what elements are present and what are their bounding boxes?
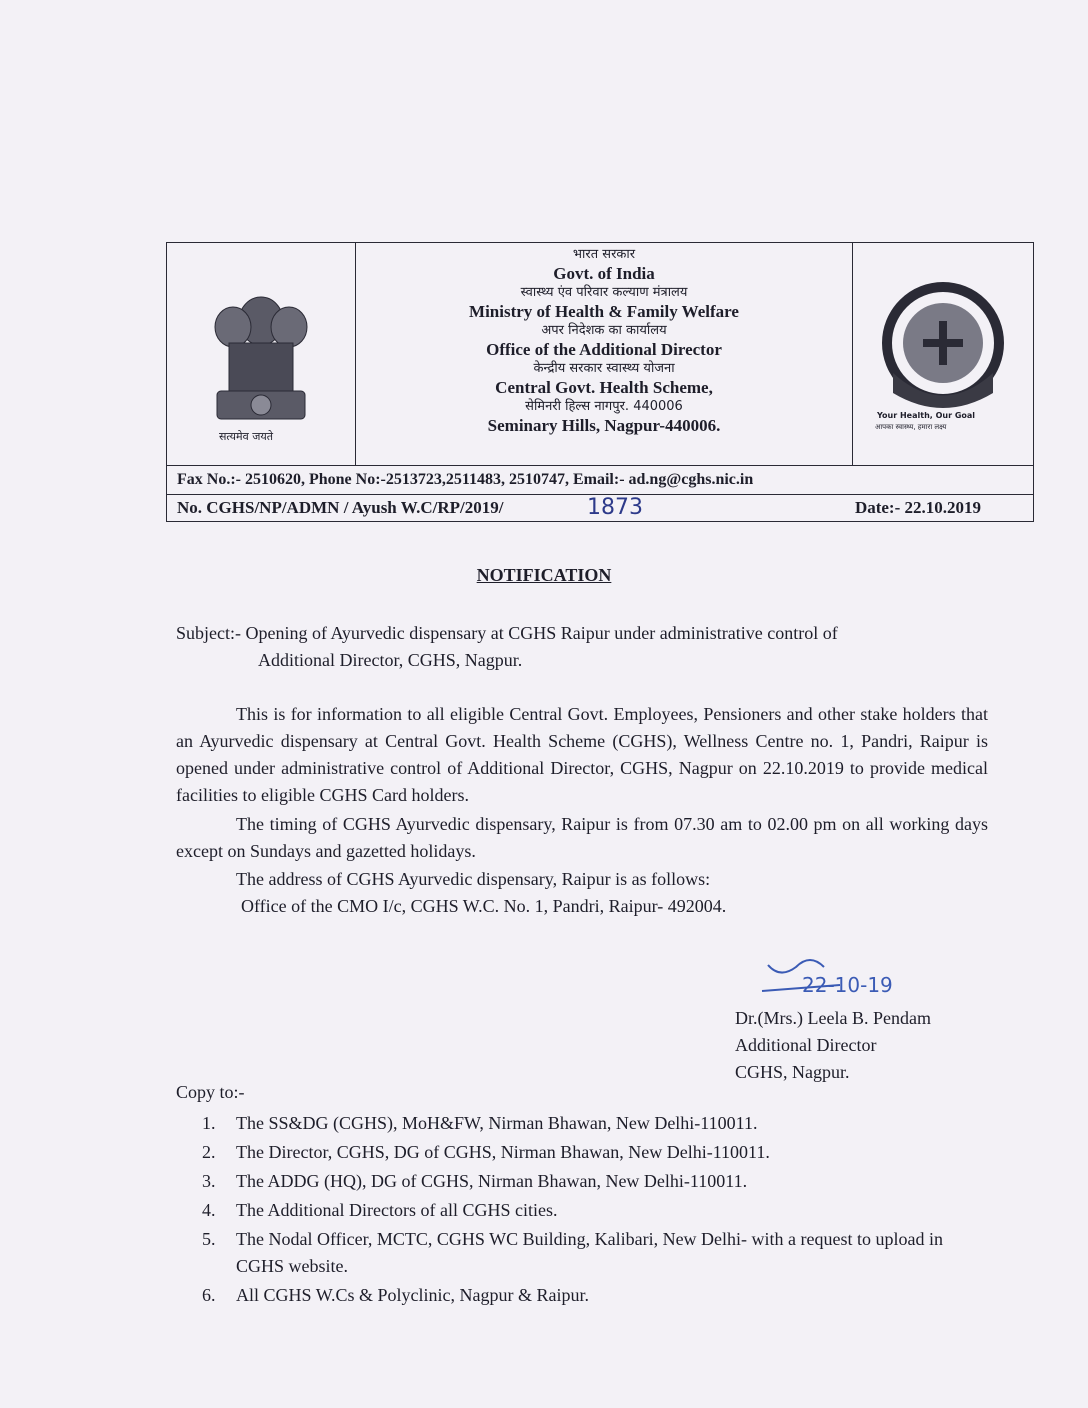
subject-block (176, 620, 976, 674)
subject-line-2: Additional Director, CGHS, Nagpur. (258, 650, 523, 670)
logo-cell (852, 243, 1033, 465)
hindi-office-text: अपर निदेशक का कार्यालय (541, 323, 667, 338)
handwritten-signature (760, 945, 930, 1010)
national-emblem-icon (167, 243, 355, 429)
emblem-caption: सत्यमेव जयते (219, 430, 274, 443)
list-item: 3. The ADDG (HQ), DG of CGHS, Nirman Bhawan, New Delhi-110011. (202, 1171, 748, 1191)
logo-tagline: Your Health, Our Goal (877, 411, 976, 420)
paragraph-3: The address of CGHS Ayurvedic dispensary, Raipur is as follows: (236, 869, 711, 889)
list-item: 4. The Additional Directors of all CGHS cities. (202, 1200, 558, 1220)
office-text: Office of the Additional Director (486, 340, 722, 359)
notification-title: NOTIFICATION (476, 565, 612, 585)
list-item: 6. All CGHS W.Cs & Polyclinic, Nagpur & Raipur. (202, 1285, 590, 1305)
hindi-address-text: सेमिनरी हिल्स नागपुर. 440006 (525, 399, 683, 414)
paragraph-1: This is for information to all eligible Central Govt. Employees, Pensioners and other stake holders that an Ayurvedic dispensary at Central Govt. Health Scheme (CGHS), Wellness Centre no. 1, Pandri, Raipur is opened under administrative control of Additional Director, CGHS, Nagpur on 22.10.2019 to provide medical facilities to eligible CGHS Card holders. (176, 704, 988, 805)
signatory-name: Dr.(Mrs.) Leela B. Pendam (735, 1008, 931, 1028)
letter-date: Date:- 22.10.2019 (854, 498, 981, 517)
signatory-designation: Additional Director (735, 1035, 877, 1055)
cghs-logo-icon (853, 243, 1033, 413)
handwritten-reference: 1873 (587, 495, 643, 520)
address-text: Seminary Hills, Nagpur-440006. (487, 416, 721, 435)
address-line: Office of the CMO I/c, CGHS W.C. No. 1, Pandri, Raipur- 492004. (241, 896, 727, 916)
hindi-govt-text: भारत सरकार (572, 247, 636, 262)
govt-text: Govt. of India (553, 264, 655, 283)
reference-row (167, 495, 1033, 521)
emblem-cell (167, 243, 356, 465)
hindi-ministry-text: स्वास्थ्य एंव परिवार कल्याण मंत्रालय (520, 285, 688, 300)
copy-to-list (202, 1110, 992, 1311)
signature-date: 22-10-19 (802, 973, 893, 997)
letterhead-top-row (167, 243, 1033, 466)
letterhead (166, 242, 1034, 522)
paragraph-2: The timing of CGHS Ayurvedic dispensary, Raipur is from 07.30 am to 02.00 pm on all working days except on Sundays and gazetted holidays. (176, 814, 988, 861)
subject-line-1: Subject:- Opening of Ayurvedic dispensary at CGHS Raipur under administrative control of (176, 623, 838, 643)
list-item: 5. The Nodal Officer, MCTC, CGHS WC Building, Kalibari, New Delhi- with a request to upload in CGHS website. (202, 1229, 944, 1276)
scheme-text: Central Govt. Health Scheme, (495, 378, 713, 397)
logo-tagline-hindi: आपका स्वास्थ्य, हमारा लक्ष्य (875, 423, 947, 431)
signature-block (735, 1005, 931, 1086)
letterhead-title-block (356, 243, 852, 465)
copy-to-heading: Copy to:- (176, 1082, 245, 1102)
list-item: 2. The Director, CGHS, DG of CGHS, Nirman Bhawan, New Delhi-110011. (202, 1142, 770, 1162)
signatory-office: CGHS, Nagpur. (735, 1062, 850, 1082)
list-item: 1. The SS&DG (CGHS), MoH&FW, Nirman Bhawan, New Delhi-110011. (202, 1113, 758, 1133)
contact-row: Fax No.:- 2510620, Phone No:-2513723,2511483, 2510747, Email:- ad.ng@cghs.nic.in (167, 466, 1033, 495)
ministry-text: Ministry of Health & Family Welfare (469, 302, 739, 321)
hindi-scheme-text: केन्द्रीय सरकार स्वास्थ्य योजना (533, 361, 675, 376)
reference-number: No. CGHS/NP/ADMN / Ayush W.C/RP/2019/ (177, 498, 504, 517)
